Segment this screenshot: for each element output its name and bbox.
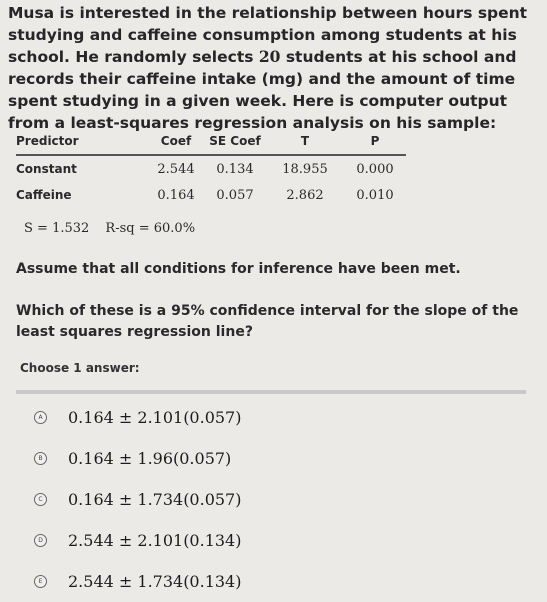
answer-option-a[interactable] xyxy=(34,397,241,438)
table-cell: 2.862 xyxy=(286,187,324,203)
radio-button[interactable]: D xyxy=(34,534,47,547)
table-cell: 0.057 xyxy=(216,187,254,203)
sample-size: 20 xyxy=(258,47,281,66)
divider xyxy=(16,390,526,394)
answer-choices xyxy=(34,397,241,602)
table-cell: Constant xyxy=(16,162,77,176)
answer-text: 0.164 ± 2.101(0.057) xyxy=(68,408,242,427)
intro-text-part1: Musa is interested in the relationship between hours spent studying and caffeine consumption among students at his school. He randomly selects xyxy=(8,4,528,66)
table-row xyxy=(16,155,406,182)
answer-option-b[interactable] xyxy=(34,438,241,479)
header-predictor: Predictor xyxy=(16,134,79,148)
assumption-text: Assume that all conditions for inference have been met. xyxy=(16,261,461,277)
regression-summary xyxy=(24,221,207,236)
header-p: P xyxy=(370,134,380,148)
answer-option-d[interactable] xyxy=(34,520,241,561)
table-cell: 18.955 xyxy=(282,161,328,177)
answer-option-c[interactable] xyxy=(34,479,241,520)
table-cell: 0.134 xyxy=(216,161,254,177)
answer-text: 0.164 ± 1.96(0.057) xyxy=(68,449,232,468)
intro-text-part2: students at his school and records their caffeine intake (mg) and the amount of time spent studying in a given week. Here is computer output from a least-squares regression analysis on his sample: xyxy=(8,48,517,132)
table-row xyxy=(16,182,406,208)
header-t: T xyxy=(300,134,310,148)
question-text: Which of these is a 95% confidence interval for the slope of the least squares regression line? xyxy=(16,303,519,340)
table-cell: 0.000 xyxy=(356,161,394,177)
table-cell: 2.544 xyxy=(157,161,195,177)
answer-text: 2.544 ± 1.734(0.134) xyxy=(68,572,242,591)
choose-label: Choose 1 answer: xyxy=(20,361,140,375)
r-sq-value: R-sq = 60.0% xyxy=(105,221,196,236)
header-coef: Coef xyxy=(160,134,192,148)
table-cell: Caffeine xyxy=(16,188,72,202)
radio-button[interactable]: A xyxy=(34,411,47,424)
answer-text: 0.164 ± 1.734(0.057) xyxy=(68,490,242,509)
table-cell: 0.010 xyxy=(356,187,394,203)
header-se-coef: SE Coef xyxy=(209,134,261,148)
radio-button[interactable]: C xyxy=(34,493,47,506)
problem-intro xyxy=(8,2,538,134)
radio-button[interactable]: B xyxy=(34,452,47,465)
table-cell: 0.164 xyxy=(157,187,195,203)
radio-button[interactable]: E xyxy=(34,575,47,588)
answer-option-e[interactable] xyxy=(34,561,241,602)
regression-output-table xyxy=(16,134,406,208)
answer-text: 2.544 ± 2.101(0.134) xyxy=(68,531,242,550)
table-header-row xyxy=(16,134,406,155)
s-value: S = 1.532 xyxy=(24,221,90,236)
